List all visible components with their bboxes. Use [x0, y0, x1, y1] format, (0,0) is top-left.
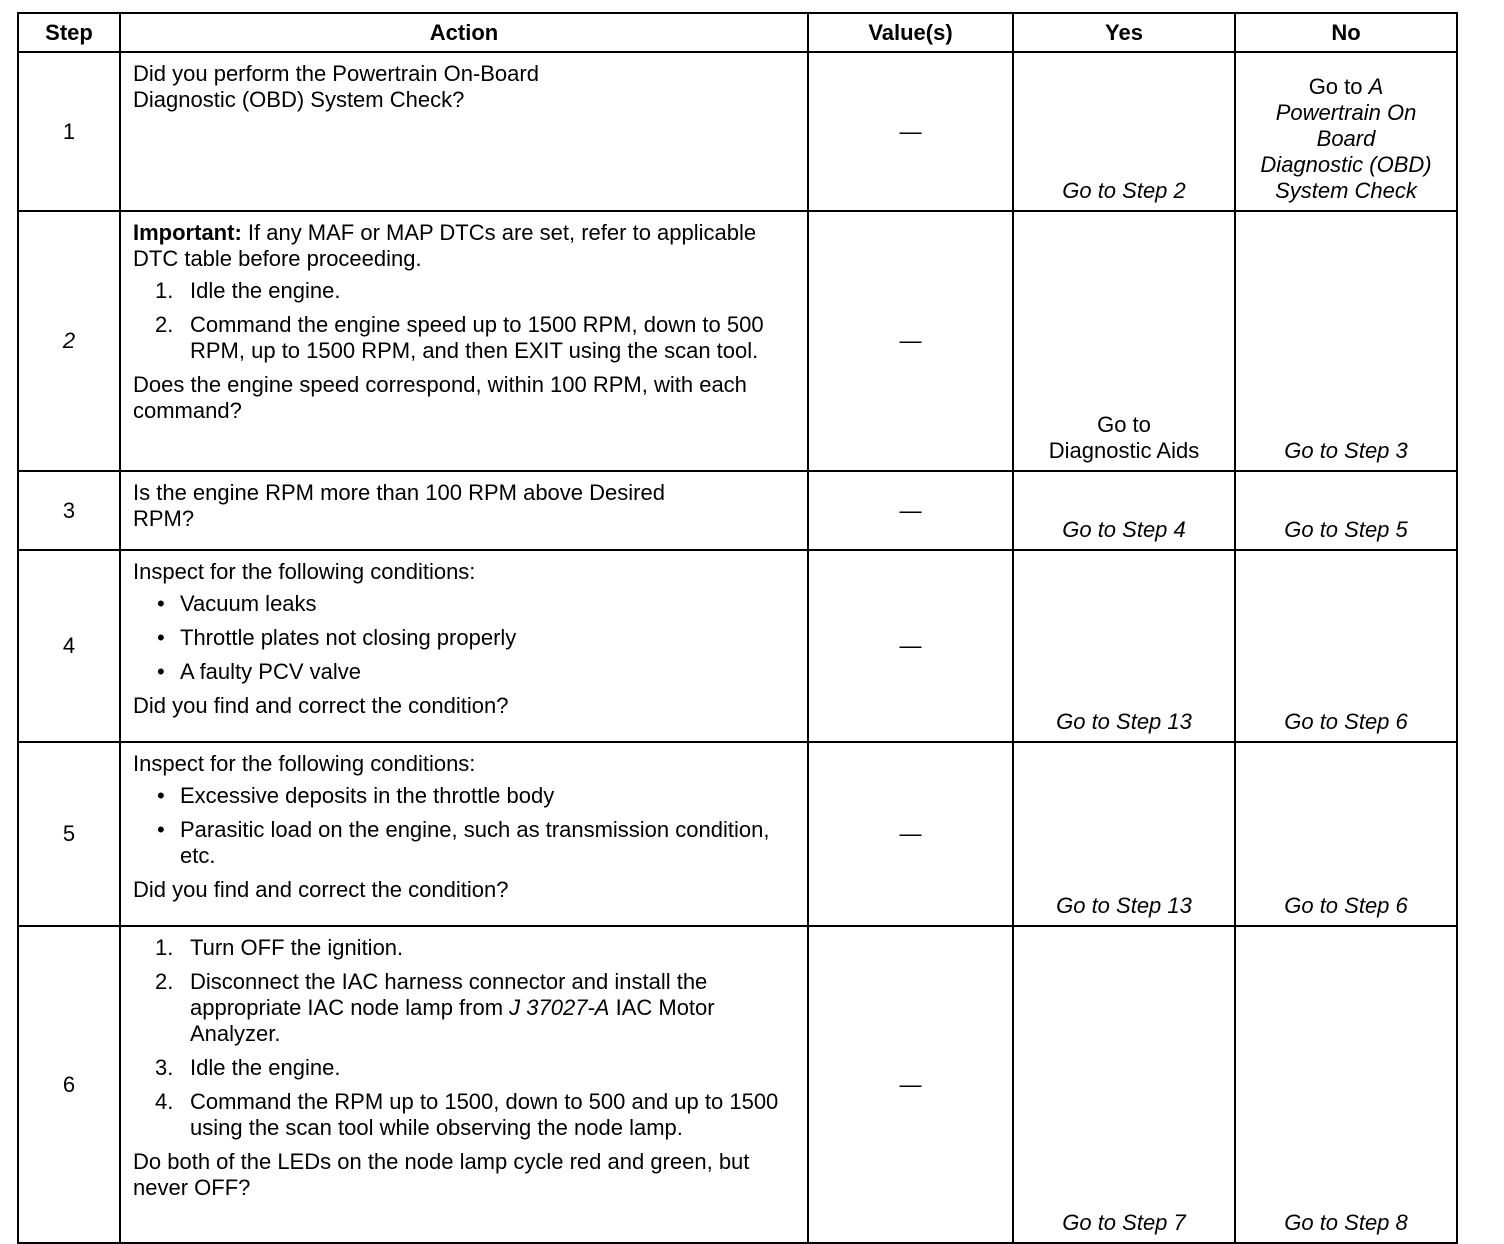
- list-number: 1.: [155, 935, 174, 960]
- question-text: Do both of the LEDs on the node lamp cycle red and green, but never OFF?: [133, 1149, 750, 1200]
- action-cell: [120, 550, 808, 742]
- action-text: Is the engine RPM more than 100 RPM above Desired RPM?: [133, 480, 665, 531]
- list-item: [133, 783, 797, 809]
- list-text: Vacuum leaks: [180, 591, 317, 616]
- table-row: [18, 550, 1457, 742]
- step-number: 3: [18, 471, 120, 550]
- important-label: Important:: [133, 220, 242, 245]
- value-cell: [808, 211, 1013, 471]
- list-item: [133, 1055, 797, 1081]
- no-reference: [1236, 74, 1456, 204]
- value-dash: —: [899, 497, 922, 523]
- list-text: Idle the engine.: [190, 278, 341, 303]
- table-row: [18, 52, 1457, 211]
- procedure-list: [133, 935, 797, 1141]
- header-yes: Yes: [1013, 13, 1235, 52]
- no-cell: Go to Step 6: [1235, 550, 1457, 742]
- list-text: Idle the engine.: [190, 1055, 341, 1080]
- action-cell: [120, 52, 808, 211]
- header-action: Action: [120, 13, 808, 52]
- list-number: 2.: [155, 969, 174, 994]
- step-number: 5: [18, 742, 120, 926]
- action-cell: [120, 211, 808, 471]
- list-text-after: IAC Motor Analyzer.: [190, 995, 715, 1046]
- list-text: Throttle plates not closing properly: [180, 625, 517, 650]
- value-cell: [808, 926, 1013, 1243]
- list-number: 1.: [155, 278, 174, 303]
- list-number: 4.: [155, 1089, 174, 1114]
- list-text: Command the RPM up to 1500, down to 500 and up to 1500 using the scan tool while observing the node lamp.: [190, 1089, 779, 1140]
- value-dash: —: [899, 118, 922, 144]
- list-text: Parasitic load on the engine, such as transmission condition, etc.: [180, 817, 770, 868]
- question-text: Did you find and correct the condition?: [133, 693, 509, 718]
- list-item: [133, 591, 797, 617]
- step-number: 1: [18, 52, 120, 211]
- list-item: [133, 278, 797, 304]
- table-row: [18, 742, 1457, 926]
- list-text: Command the engine speed up to 1500 RPM, down to 500 RPM, up to 1500 RPM, and then EXIT using the scan tool.: [190, 312, 764, 363]
- list-item: [133, 312, 797, 364]
- value-dash: —: [899, 821, 922, 846]
- value-cell: [808, 471, 1013, 550]
- condition-list: [133, 783, 797, 869]
- value-dash: —: [899, 633, 922, 658]
- no-line: Powertrain On: [1275, 100, 1417, 125]
- yes-cell: Go to Step 4: [1013, 471, 1235, 550]
- condition-list: [133, 591, 797, 685]
- header-step: Step: [18, 13, 120, 52]
- no-line-go-to: Go to A: [1308, 74, 1384, 99]
- list-number: 2.: [155, 312, 174, 337]
- table-row: [18, 926, 1457, 1243]
- no-line: Board: [1316, 126, 1376, 151]
- action-cell: [120, 742, 808, 926]
- no-line: System Check: [1275, 178, 1417, 203]
- list-text: A faulty PCV valve: [180, 659, 361, 684]
- important-text: If any MAF or MAP DTCs are set, refer to applicable DTC table before proceeding.: [133, 220, 757, 271]
- step-number: 2: [18, 211, 120, 471]
- tool-reference: J 37027-A: [509, 995, 610, 1020]
- step-number: 6: [18, 926, 120, 1243]
- yes-cell: Go to Step 7: [1013, 926, 1235, 1243]
- list-item: [133, 969, 797, 1047]
- list-text-before: Disconnect the IAC harness connector and install the appropriate IAC node lamp from: [190, 969, 708, 1020]
- no-cell: Go to Step 3: [1235, 211, 1457, 471]
- no-line: [1236, 74, 1456, 100]
- no-cell: Go to Step 5: [1235, 471, 1457, 550]
- list-item: [133, 659, 797, 685]
- action-text: Did you perform the Powertrain On-Board Diagnostic (OBD) System Check?: [133, 61, 539, 112]
- step-number: 4: [18, 550, 120, 742]
- value-dash: —: [899, 1071, 922, 1097]
- value-dash: —: [899, 328, 922, 353]
- intro-text: Inspect for the following conditions:: [133, 559, 476, 584]
- yes-line: Go to: [1097, 412, 1151, 437]
- list-text: Excessive deposits in the throttle body: [180, 783, 555, 808]
- header-row: [18, 13, 1457, 52]
- header-no: No: [1235, 13, 1457, 52]
- value-cell: [808, 550, 1013, 742]
- procedure-list: [133, 278, 797, 364]
- yes-line: Diagnostic Aids: [1048, 438, 1200, 463]
- yes-reference: [1014, 412, 1234, 464]
- action-cell: [120, 471, 808, 550]
- list-item: [133, 817, 797, 869]
- list-item: [133, 625, 797, 651]
- value-cell: [808, 742, 1013, 926]
- no-cell: Go to Step 6: [1235, 742, 1457, 926]
- list-number: 3.: [155, 1055, 174, 1080]
- yes-cell: [1013, 211, 1235, 471]
- no-cell: Go to Step 8: [1235, 926, 1457, 1243]
- no-cell: [1235, 52, 1457, 211]
- bullet-icon: •: [157, 659, 165, 684]
- diagnostic-table: [17, 12, 1458, 1244]
- yes-cell: Go to Step 2: [1013, 52, 1235, 211]
- bullet-icon: •: [157, 591, 165, 616]
- table-row: [18, 211, 1457, 471]
- intro-text: Inspect for the following conditions:: [133, 751, 476, 776]
- list-item: [133, 935, 797, 961]
- question-text: Does the engine speed correspond, within 100 RPM, with each command?: [133, 372, 747, 423]
- list-item: [133, 1089, 797, 1141]
- action-cell: [120, 926, 808, 1243]
- no-line: Diagnostic (OBD): [1260, 152, 1432, 177]
- header-values: Value(s): [808, 13, 1013, 52]
- bullet-icon: •: [157, 625, 165, 650]
- list-text: Turn OFF the ignition.: [190, 935, 404, 960]
- table-row: [18, 471, 1457, 550]
- important-note: [133, 220, 797, 272]
- value-cell: [808, 52, 1013, 211]
- bullet-icon: •: [157, 783, 165, 808]
- bullet-icon: •: [157, 817, 165, 842]
- yes-cell: Go to Step 13: [1013, 550, 1235, 742]
- yes-cell: Go to Step 13: [1013, 742, 1235, 926]
- question-text: Did you find and correct the condition?: [133, 877, 509, 902]
